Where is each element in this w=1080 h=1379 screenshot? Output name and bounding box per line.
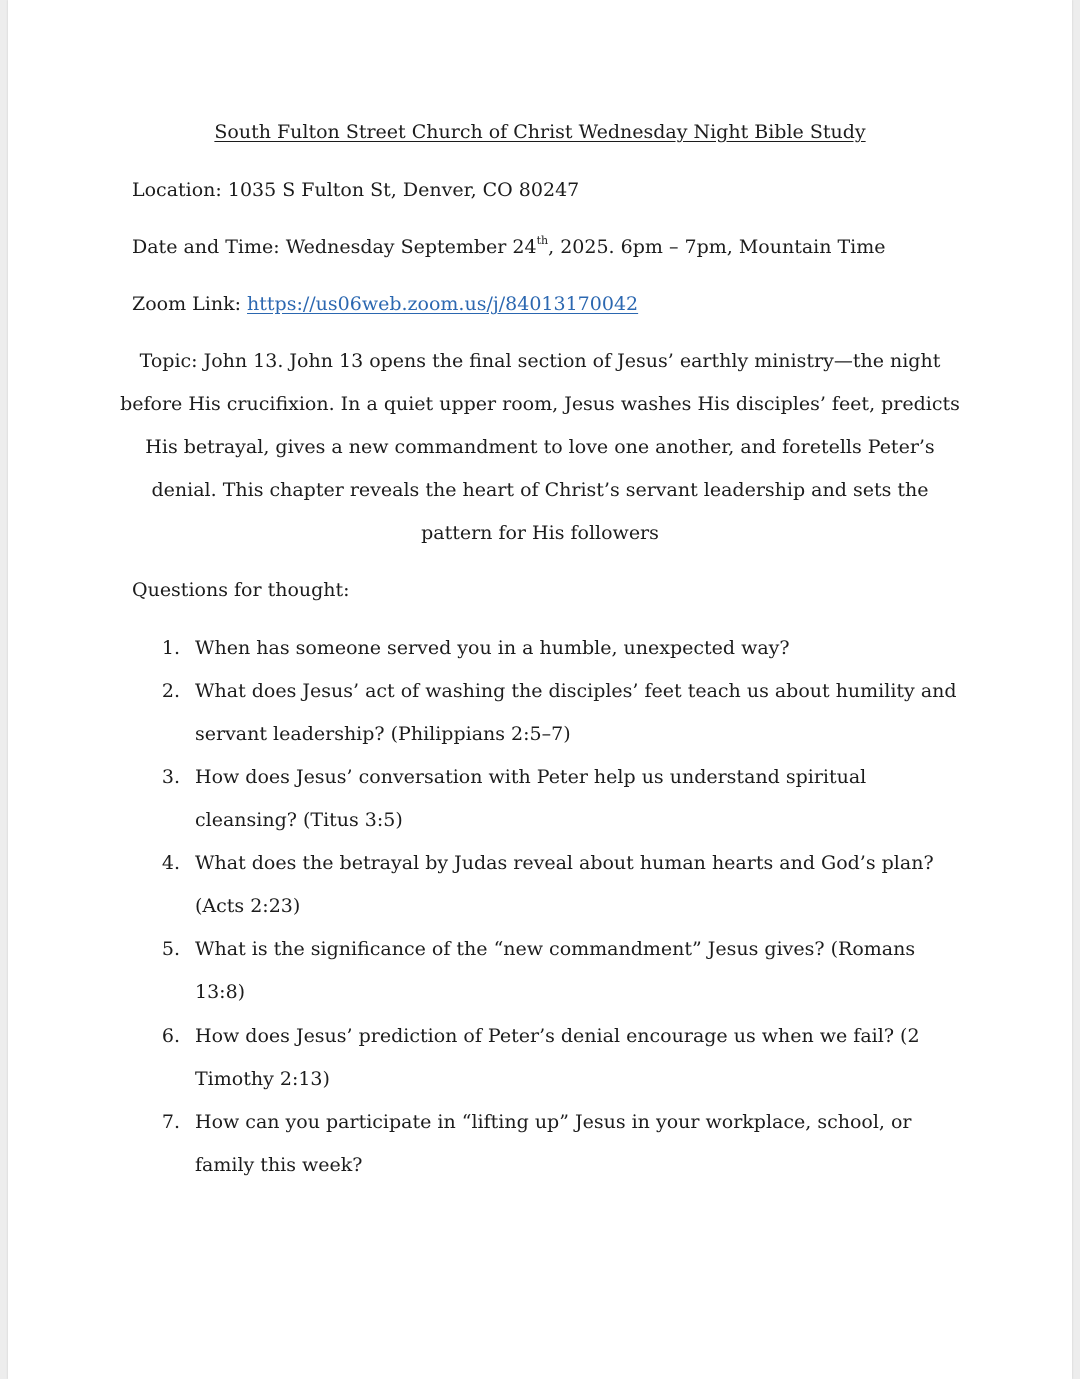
question-number: 3. — [161, 766, 180, 788]
topic-line: pattern for His followers — [421, 522, 659, 544]
question-text-continued: cleansing? (Titus 3:5) — [195, 809, 403, 831]
question-text-continued: (Acts 2:23) — [195, 895, 301, 917]
datetime-line — [132, 235, 886, 259]
datetime-rest: , 2025. 6pm – 7pm, Mountain Time — [548, 236, 886, 258]
question-text: What does Jesus’ act of washing the disciples’ feet teach us about humility and — [195, 680, 957, 702]
question-text-continued: servant leadership? (Philippians 2:5–7) — [195, 723, 571, 745]
question-text: How does Jesus’ prediction of Peter’s denial encourage us when we fail? (2 — [195, 1025, 920, 1047]
zoom-label: Zoom Link: — [132, 293, 248, 315]
location-line: Location: 1035 S Fulton St, Denver, CO 80247 — [132, 179, 580, 201]
question-text-continued: family this week? — [195, 1154, 363, 1176]
question-number: 2. — [161, 680, 180, 702]
question-text: What does the betrayal by Judas reveal about human hearts and God’s plan? — [195, 852, 934, 874]
datetime-text: Date and Time: Wednesday September 24 — [132, 236, 537, 258]
question-number: 7. — [161, 1111, 180, 1133]
question-text: How does Jesus’ conversation with Peter help us understand spiritual — [195, 766, 867, 788]
document-title-text: South Fulton Street Church of Christ Wednesday Night Bible Study — [214, 121, 866, 143]
document-page — [8, 0, 1072, 1379]
question-number: 5. — [161, 938, 180, 960]
document-title — [8, 120, 1072, 144]
question-number: 4. — [161, 852, 180, 874]
question-text: How can you participate in “lifting up” Jesus in your workplace, school, or — [195, 1111, 912, 1133]
question-number: 6. — [161, 1025, 180, 1047]
question-text-continued: Timothy 2:13) — [195, 1068, 330, 1090]
topic-line: denial. This chapter reveals the heart of Christ’s servant leadership and sets the — [151, 479, 929, 501]
question-text-continued: 13:8) — [195, 981, 246, 1003]
question-text: What is the significance of the “new commandment” Jesus gives? (Romans — [195, 938, 916, 960]
question-number: 1. — [161, 637, 180, 659]
datetime-ordinal: th — [536, 233, 549, 247]
zoom-link[interactable]: https://us06web.zoom.us/j/84013170042 — [247, 293, 639, 315]
topic-line: Topic: John 13. John 13 opens the final section of Jesus’ earthly ministry—the night — [139, 350, 941, 372]
topic-line: before His crucifixion. In a quiet upper room, Jesus washes His disciples’ feet, predicts — [120, 393, 960, 415]
questions-heading: Questions for thought: — [132, 579, 350, 601]
topic-line: His betrayal, gives a new commandment to love one another, and foretells Peter’s — [145, 436, 935, 458]
question-text: When has someone served you in a humble, unexpected way? — [195, 637, 790, 659]
zoom-line — [132, 292, 638, 316]
